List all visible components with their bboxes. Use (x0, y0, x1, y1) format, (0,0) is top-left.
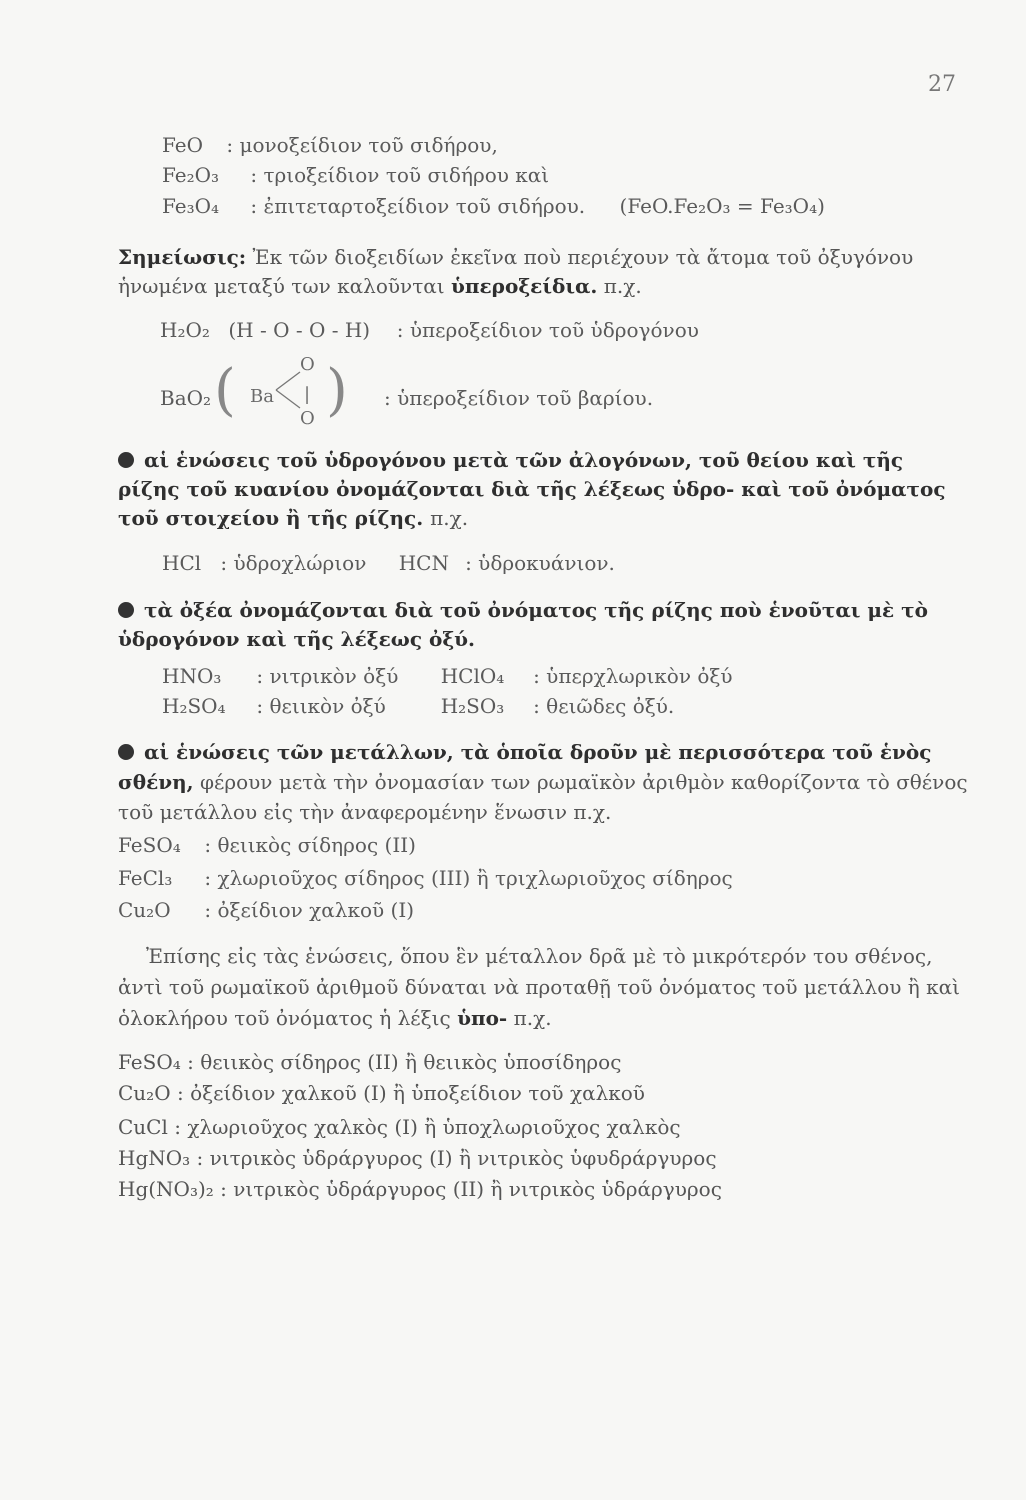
structure: (H - O - O - H) (228, 318, 371, 342)
acid-desc: : ὑπερχλωρικὸν ὀξύ (533, 664, 733, 688)
formula: HCl (162, 551, 202, 575)
formula: Fe₃O₄ (162, 194, 220, 218)
paragraph-hypo (118, 941, 968, 1034)
salt-row (118, 1146, 717, 1170)
salt-row (118, 898, 414, 922)
bond-lines (274, 366, 304, 414)
salt-desc: : νιτρικὸς ὑδράργυρος (II) ἢ νιτρικὸς ὑδράργυρος (220, 1177, 722, 1201)
peroxide-desc: : ὑπεροξείδιον τοῦ ὑδρογόνου (396, 318, 699, 342)
paragraph-term: ὑπο- (457, 1006, 508, 1030)
oxide-row (162, 163, 549, 187)
structure-o-bottom: O (300, 408, 315, 429)
note-label: Σημείωσις: (118, 245, 247, 269)
salt-row (118, 1177, 722, 1201)
paragraph-text: Ἐπίσης εἰς τὰς ἑνώσεις, ὅπου ἓν μέταλλον δρᾶ μὲ τὸ μικρότερόν του σθένος, ἀντὶ τοῦ ρωμαϊκοῦ ἀριθμοῦ δύναται νὰ προταθῇ τοῦ ὀνόματος τοῦ μετάλλου ἢ καὶ ὁλοκλήρου τοῦ ὀνόματος ἡ λέξις (118, 944, 960, 1030)
peroxide-h2o2 (160, 318, 699, 342)
salt-desc: : νιτρικὸς ὑδράργυρος (I) ἢ νιτρικὸς ὑφυδράργυρος (196, 1146, 717, 1170)
rule-acids (118, 596, 968, 654)
salt-desc: : χλωριοῦχος χαλκὸς (I) ἢ ὑποχλωριοῦχος χαλκὸς (174, 1115, 681, 1139)
structure-bond: | (304, 384, 311, 405)
note-paragraph (118, 243, 968, 301)
acid-row (162, 694, 674, 718)
bullet-icon (118, 744, 134, 760)
salt-desc: : θειικὸς σίδηρος (II) (204, 833, 416, 857)
formula: HNO₃ (162, 664, 222, 688)
rule-text: φέρουν μετὰ τὴν ὀνομασίαν των ρωμαϊκὸν ἀριθμὸν καθορίζοντα τὸ σθένος τοῦ μετάλλου εἰς τὴν ἀναφερομένην ἕνωσιν π.χ. (118, 770, 968, 824)
salt-row (118, 1115, 681, 1139)
oxide-row (162, 194, 825, 218)
left-paren: ( (214, 358, 236, 423)
formula: Hg(NO₃)₂ (118, 1177, 214, 1201)
salt-row (118, 1081, 645, 1105)
note-term: ὑπεροξείδια. (451, 274, 598, 298)
formula: H₂SO₃ (440, 694, 505, 718)
acid-desc: : θειικὸν ὀξύ (256, 694, 386, 718)
formula: CuCl (118, 1115, 168, 1139)
rule-text: αἱ ἑνώσεις τοῦ ὑδρογόνου μετὰ τῶν ἀλογόνων, τοῦ θείου καὶ τῆς ρίζης τοῦ κυανίου ὀνομάζονται διὰ τῆς λέξεως ὑδρο- καὶ τοῦ ὀνόματος τοῦ στοιχείου ἢ τῆς ρίζης. (118, 448, 946, 530)
formula: H₂O₂ (160, 318, 210, 342)
formula: FeO (162, 133, 204, 157)
hydracid-desc: : ὑδροκυάνιον. (465, 551, 615, 575)
formula: HCN (398, 551, 449, 575)
formula: HgNO₃ (118, 1146, 191, 1170)
bullet-icon (118, 452, 134, 468)
salt-desc: : χλωριοῦχος σίδηρος (III) ἢ τριχλωριοῦχος σίδηρος (204, 866, 733, 890)
structure-ba: Ba (250, 386, 274, 407)
formula: HClO₄ (440, 664, 505, 688)
rule-text: τὰ ὀξέα ὀνομάζονται διὰ τοῦ ὀνόματος τῆς ρίζης ποὺ ἑνοῦται μὲ τὸ ὑδρογόνον καὶ τῆς λέξεως ὀξύ. (118, 598, 928, 651)
acid-desc: : νιτρικὸν ὀξύ (256, 664, 399, 688)
salt-desc: : θειικὸς σίδηρος (II) ἢ θειικὸς ὑποσίδηρος (187, 1050, 622, 1074)
hydracid-row (162, 551, 615, 575)
rule-tail: π.χ. (430, 506, 469, 530)
rule-bold: αἱ ἑνώσεις τῶν μετάλλων, τὰ ὁποῖα δροῦν μὲ περισσότερα τοῦ ἑνὸς σθένη, (118, 740, 932, 794)
rule-metal-compounds (118, 737, 968, 827)
oxide-desc: : ἐπιτεταρτοξείδιον τοῦ σιδήρου. (250, 194, 586, 218)
note-text: Ἐκ τῶν διοξειδίων ἐκεῖνα ποὺ περιέχουν τὰ ἄτομα τοῦ ὀξυγόνου ἡνωμένα μεταξύ των καλοῦνται (118, 245, 914, 298)
salt-row (118, 1050, 621, 1074)
salt-row (118, 833, 416, 857)
note-tail: π.χ. (603, 274, 642, 298)
formula: Cu₂O (118, 1081, 171, 1105)
salt-desc: : ὀξείδιον χαλκοῦ (I) (204, 898, 415, 922)
oxide-desc: : τριοξείδιον τοῦ σιδήρου καὶ (250, 163, 550, 187)
salt-row (118, 866, 733, 890)
formula: FeSO₄ (118, 833, 181, 857)
formula: BaO₂ (160, 386, 212, 410)
rule-hydrogen-compounds (118, 446, 968, 533)
hydracid-desc: : ὑδροχλώριον (220, 551, 367, 575)
formula: Fe₂O₃ (162, 163, 220, 187)
acid-row (162, 664, 733, 688)
salt-desc: : ὀξείδιον χαλκοῦ (I) ἢ ὑποξείδιον τοῦ χαλκοῦ (176, 1081, 645, 1105)
oxide-desc: : μονοξείδιον τοῦ σιδήρου, (226, 133, 498, 157)
paragraph-tail: π.χ. (513, 1006, 552, 1030)
acid-desc: : θειῶδες ὀξύ. (533, 694, 675, 718)
bullet-icon (118, 602, 134, 618)
right-paren: ) (326, 358, 348, 423)
formula: Cu₂O (118, 898, 171, 922)
peroxide-desc: : ὑπεροξείδιον τοῦ βαρίου. (384, 386, 654, 410)
oxide-row (162, 133, 498, 157)
formula: FeSO₄ (118, 1050, 181, 1074)
page-number: 27 (928, 72, 956, 97)
formula: H₂SO₄ (162, 694, 226, 718)
formula-relation: (FeO.Fe₂O₃ = Fe₃O₄) (619, 194, 825, 218)
formula: FeCl₃ (118, 866, 173, 890)
structure-o-top: O (300, 354, 315, 375)
